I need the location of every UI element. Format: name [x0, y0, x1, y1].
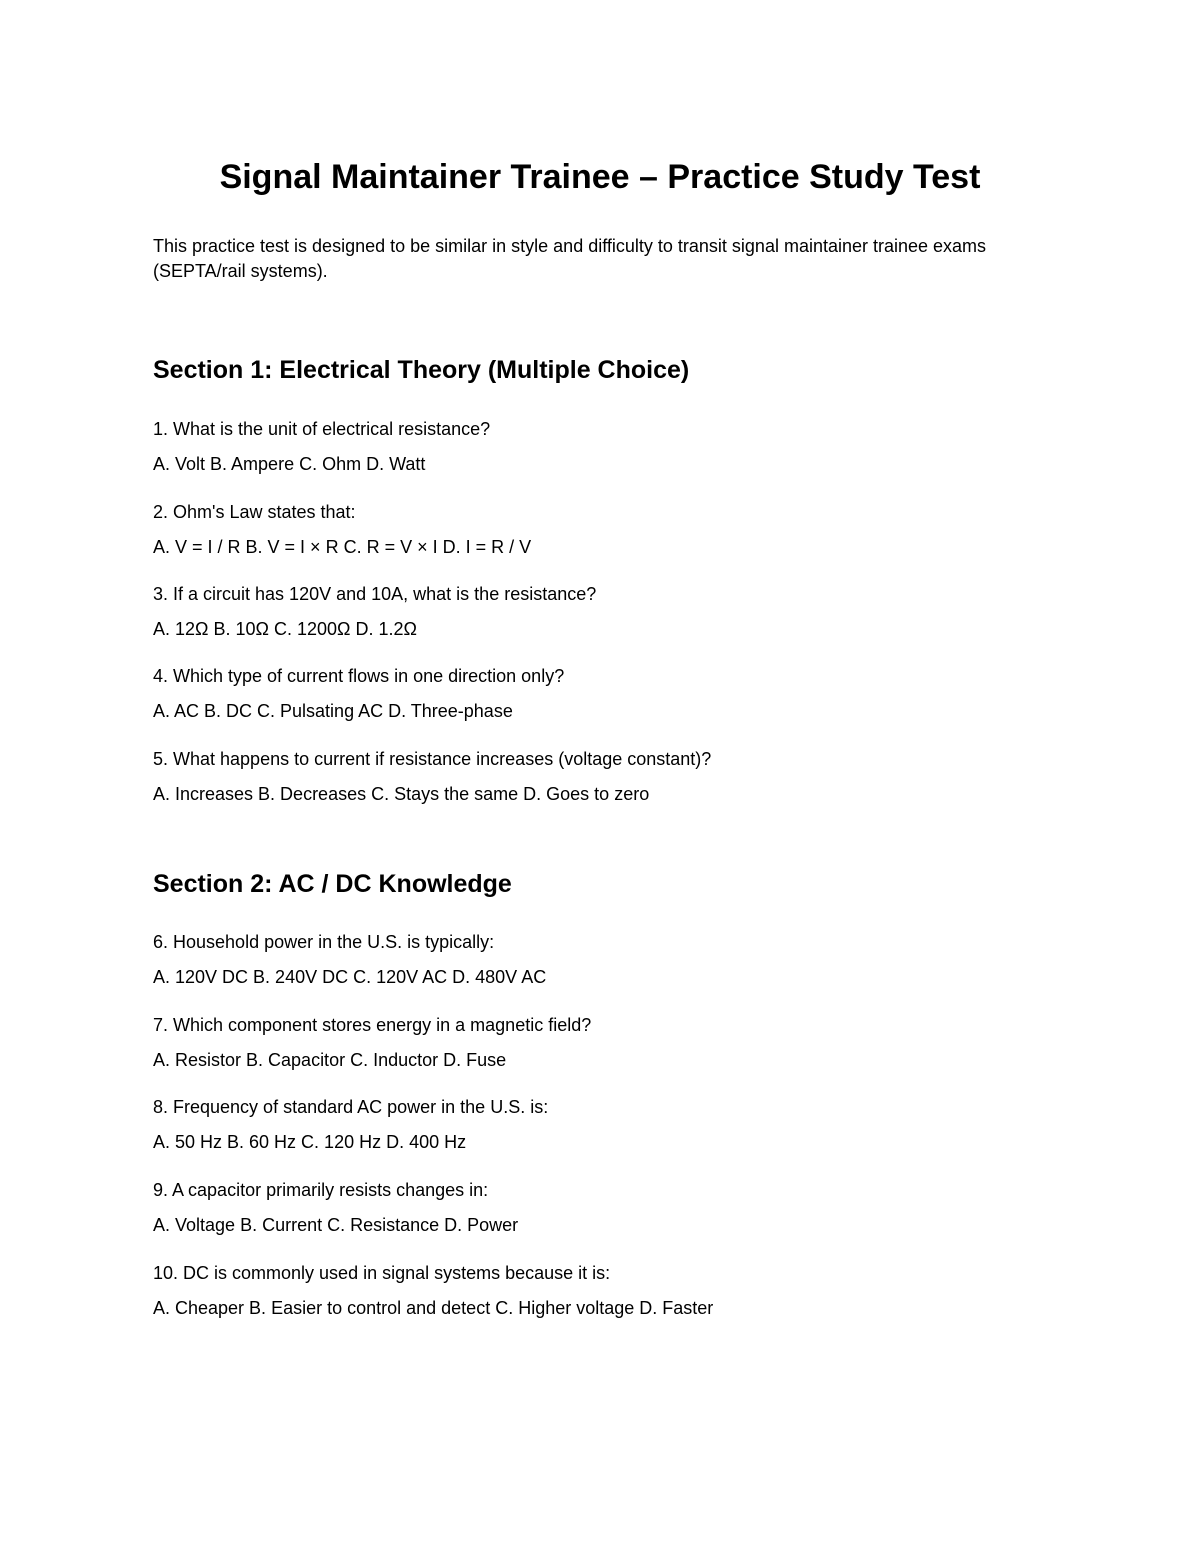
- question-text: 7. Which component stores energy in a magnetic field?: [153, 1015, 592, 1035]
- question-text: 9. A capacitor primarily resists changes in:: [153, 1180, 489, 1200]
- answer-options: A. Increases B. Decreases C. Stays the same D. Goes to zero: [153, 784, 650, 804]
- question-text: 1. What is the unit of electrical resistance?: [153, 419, 491, 439]
- answer-options: A. Resistor B. Capacitor C. Inductor D. Fuse: [153, 1050, 507, 1070]
- question-text: 4. Which type of current flows in one direction only?: [153, 666, 565, 686]
- question-text: 6. Household power in the U.S. is typically:: [153, 932, 495, 952]
- question-text: 8. Frequency of standard AC power in the U.S. is:: [153, 1097, 549, 1117]
- section-heading: Section 2: AC / DC Knowledge: [153, 870, 512, 898]
- section-heading: Section 1: Electrical Theory (Multiple Choice): [153, 356, 690, 384]
- answer-options: A. 50 Hz B. 60 Hz C. 120 Hz D. 400 Hz: [153, 1132, 467, 1152]
- answer-options: A. 12Ω B. 10Ω C. 1200Ω D. 1.2Ω: [153, 619, 417, 639]
- document-title: Signal Maintainer Trainee – Practice Study Test: [219, 158, 981, 196]
- question-text: 3. If a circuit has 120V and 10A, what is the resistance?: [153, 584, 597, 604]
- intro-paragraph: This practice test is designed to be similar in style and difficulty to transit signal maintainer trainee exams (SEPTA/rail systems).: [153, 236, 987, 281]
- answer-options: A. V = I / R B. V = I × R C. R = V × I D. I = R / V: [153, 537, 532, 557]
- answer-options: A. 120V DC B. 240V DC C. 120V AC D. 480V AC: [153, 967, 547, 987]
- question-text: 2. Ohm's Law states that:: [153, 502, 356, 522]
- answer-options: A. Volt B. Ampere C. Ohm D. Watt: [153, 454, 426, 474]
- question-text: 5. What happens to current if resistance increases (voltage constant)?: [153, 749, 712, 769]
- question-text: 10. DC is commonly used in signal systems because it is:: [153, 1263, 611, 1283]
- answer-options: A. AC B. DC C. Pulsating AC D. Three-phase: [153, 701, 513, 721]
- answer-options: A. Voltage B. Current C. Resistance D. Power: [153, 1215, 519, 1235]
- answer-options: A. Cheaper B. Easier to control and detect C. Higher voltage D. Faster: [153, 1298, 714, 1318]
